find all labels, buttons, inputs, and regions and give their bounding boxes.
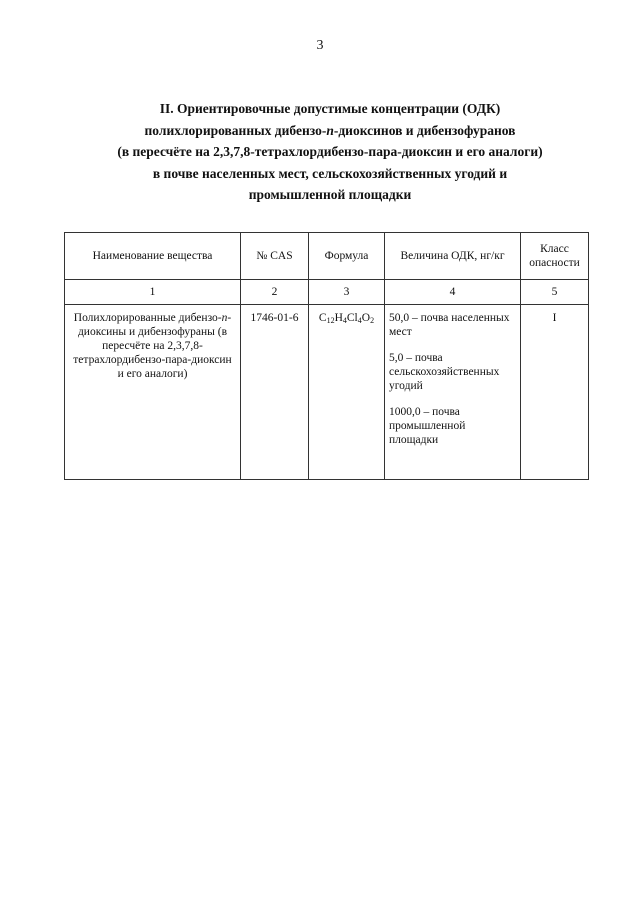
column-number-row — [65, 280, 589, 305]
cas-number-cell: 1746-01-6 — [241, 305, 309, 480]
heading-line-2: полихлорированных дибензо-п-диоксинов и дибензофуранов — [144, 122, 516, 138]
heading-line-1: II. Ориентировочные допустимые концентрации (ОДК) — [159, 101, 501, 116]
column-number: 5 — [521, 280, 589, 305]
header-formula: Формула — [309, 233, 385, 280]
heading-line-3: (в пересчёте на 2,3,7,8-тетрахлордибензо-пара-диоксин и его аналоги) — [117, 144, 543, 159]
page-number: 3 — [316, 38, 324, 53]
odk-value-industrial: 1000,0 – почва промышленной площадки — [389, 406, 466, 446]
odk-value-agricultural: 5,0 – почва сельскохозяйственных угодий — [389, 352, 500, 392]
header-odk-value: Величина ОДК, нг/кг — [385, 233, 521, 280]
formula-cell: $C_{12}H_4Cl_4O_2$ — [309, 305, 385, 480]
odk-values-cell — [385, 305, 521, 480]
document-heading — [70, 98, 590, 206]
odk-table — [64, 232, 589, 480]
header-substance-name: Наименование вещества — [65, 233, 241, 280]
column-number: 1 — [65, 280, 241, 305]
header-cas-number: № CAS — [241, 233, 309, 280]
hazard-class-cell: I — [521, 305, 589, 480]
table-header-row — [65, 233, 589, 280]
column-number: 2 — [241, 280, 309, 305]
heading-line-4: в почве населенных мест, сельскохозяйственных угодий и — [152, 165, 508, 181]
header-hazard-class: Класс опасности — [521, 233, 589, 280]
heading-line-5: промышленной площадки — [248, 187, 412, 202]
substance-name-cell: Полихлорированные дибензо-п-диоксины и дибензофураны (в пересчёте на 2,3,7,8-тетрахлордибензо-пара-диоксин и его аналоги) — [65, 305, 241, 480]
table-row — [65, 305, 589, 480]
odk-value-settlements: 50,0 – почва населенных мест — [389, 312, 510, 338]
column-number: 3 — [309, 280, 385, 305]
column-number: 4 — [385, 280, 521, 305]
